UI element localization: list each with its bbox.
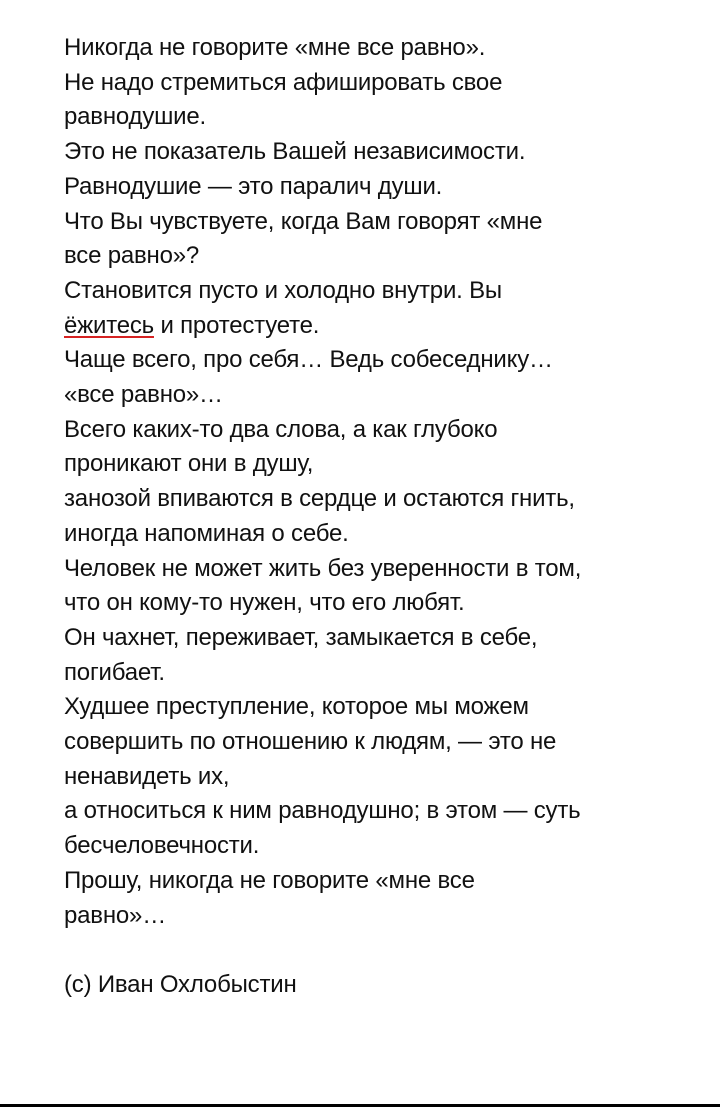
poem-line: иногда напоминая о себе. bbox=[64, 519, 349, 547]
poem-line: равно»… bbox=[64, 901, 166, 929]
poem-line: Он чахнет, переживает, замыкается в себе, bbox=[64, 623, 538, 651]
poem-line: Что Вы чувствуете, когда Вам говорят «мне bbox=[64, 207, 543, 235]
poem-line: Человек не может жить без уверенности в том, bbox=[64, 554, 582, 582]
poem-line: Не надо стремиться афишировать свое bbox=[64, 68, 503, 96]
poem-line: ненавидеть их, bbox=[64, 762, 230, 790]
poem-line: совершить по отношению к людям, — это не bbox=[64, 728, 557, 756]
poem-line-with-misspelling bbox=[64, 309, 704, 344]
poem-line: а относиться к ним равнодушно; в этом — суть bbox=[64, 797, 581, 825]
poem-line: занозой впиваются в сердце и остаются гнить, bbox=[64, 485, 575, 513]
poem-line: бесчеловечности. bbox=[64, 832, 260, 860]
poem-line-remainder: и протестуете. bbox=[160, 311, 320, 339]
poem-line: Становится пусто и холодно внутри. Вы bbox=[64, 276, 502, 304]
poem-line: равнодушие. bbox=[64, 103, 206, 131]
poem-line: Худшее преступление, которое мы можем bbox=[64, 693, 529, 721]
poem-line: Прошу, никогда не говорите «мне все bbox=[64, 866, 475, 894]
poem-line: «все равно»… bbox=[64, 381, 223, 409]
poem-text bbox=[64, 31, 704, 1003]
attribution: (с) Иван Охлобыстин bbox=[64, 970, 297, 998]
poem-line: все равно»? bbox=[64, 242, 200, 270]
poem-line: Равнодушие — это паралич души. bbox=[64, 172, 443, 200]
misspelled-word[interactable]: ёжитесь bbox=[64, 311, 154, 339]
poem-line: Никогда не говорите «мне все равно». bbox=[64, 34, 486, 61]
poem-line: что он кому-то нужен, что его любят. bbox=[64, 589, 465, 617]
poem-line: проникают они в душу, bbox=[64, 450, 314, 478]
poem-line: Чаще всего, про себя… Ведь собеседнику… bbox=[64, 346, 553, 374]
poem-line: погибает. bbox=[64, 658, 165, 686]
poem-line: Всего каких-то два слова, а как глубоко bbox=[64, 415, 498, 443]
blank-line bbox=[64, 933, 704, 968]
poem-line: Это не показатель Вашей независимости. bbox=[64, 138, 526, 166]
